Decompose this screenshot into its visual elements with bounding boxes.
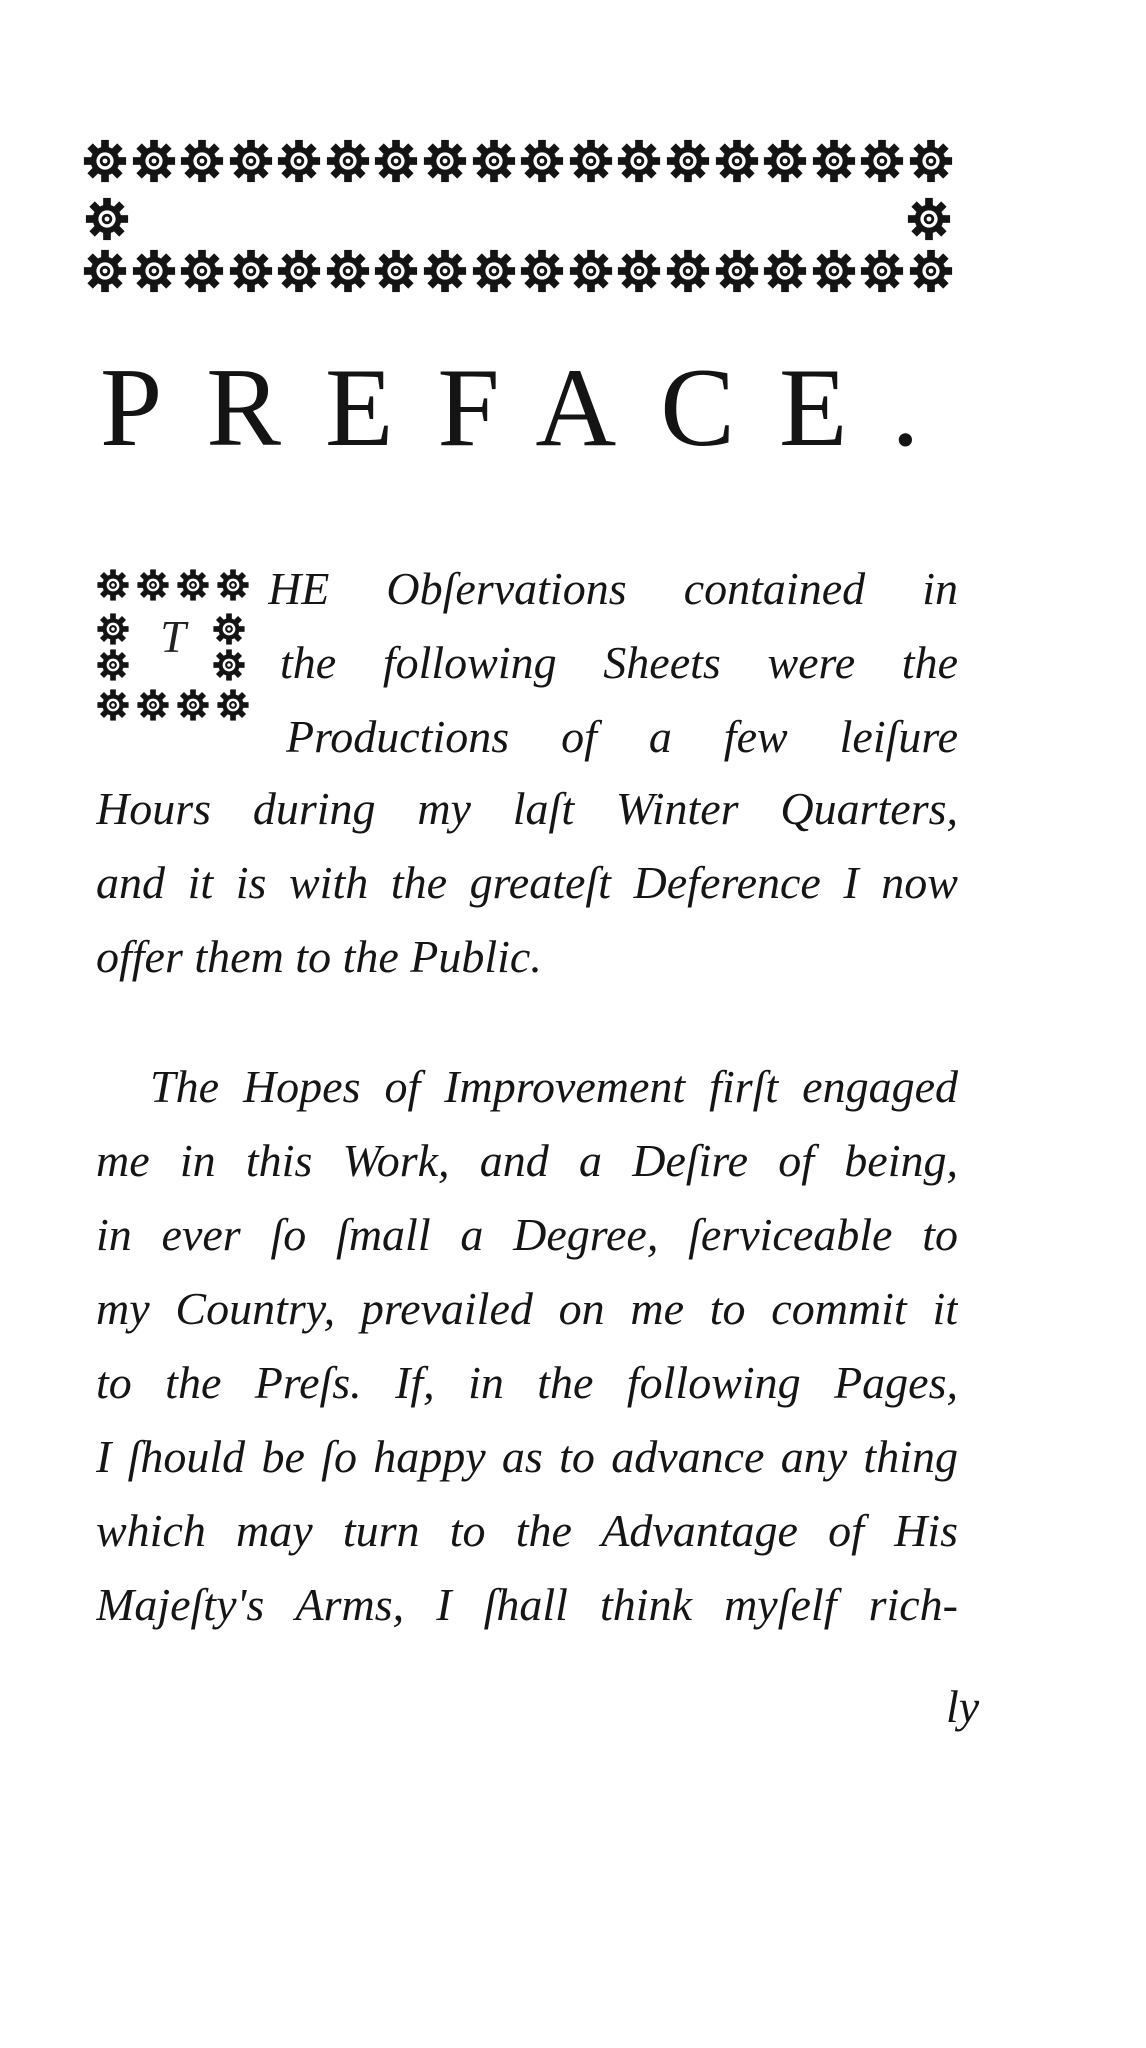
headpiece-right-end bbox=[906, 196, 952, 242]
text-line: Hours during my laſt Winter Quarters, bbox=[96, 783, 958, 834]
printers-flower-icon bbox=[373, 248, 419, 294]
printers-flower-icon bbox=[665, 138, 711, 184]
printers-flower-icon bbox=[136, 688, 170, 722]
printers-flower-icon bbox=[179, 248, 225, 294]
printers-flower-icon bbox=[325, 248, 371, 294]
printers-flower-icon bbox=[568, 138, 614, 184]
headpiece-left-end bbox=[84, 196, 130, 242]
printers-flower-icon bbox=[471, 138, 517, 184]
printers-flower-icon bbox=[811, 248, 857, 294]
printers-flower-icon bbox=[228, 248, 274, 294]
printers-flower-icon bbox=[212, 612, 246, 646]
text-line: which may turn to the Advantage of His bbox=[96, 1505, 958, 1556]
drop-cap-left-column bbox=[96, 612, 134, 682]
printers-flower-icon bbox=[422, 138, 468, 184]
printers-flower-icon bbox=[176, 568, 210, 602]
printers-flower-icon bbox=[568, 248, 614, 294]
printers-flower-icon bbox=[811, 138, 857, 184]
drop-cap-ornament bbox=[96, 568, 250, 726]
text-line: Majeſty's Arms, I ſhall think myſelf rich- bbox=[96, 1579, 958, 1630]
printers-flower-icon bbox=[84, 196, 130, 242]
text-line: the following Sheets were the bbox=[280, 637, 958, 688]
text-line: The Hopes of Improvement firſt engaged bbox=[150, 1061, 958, 1112]
printers-flower-icon bbox=[373, 138, 419, 184]
printers-flower-icon bbox=[228, 138, 274, 184]
printers-flower-icon bbox=[325, 138, 371, 184]
printers-flower-icon bbox=[276, 138, 322, 184]
printers-flower-icon bbox=[665, 248, 711, 294]
printers-flower-icon bbox=[131, 248, 177, 294]
text-line: in ever ſo ſmall a Degree, ſerviceable to bbox=[96, 1209, 958, 1260]
printers-flower-icon bbox=[82, 138, 128, 184]
text-line: I ſhould be ſo happy as to advance any thing bbox=[96, 1431, 958, 1482]
text-line: Productions of a few leiſure bbox=[286, 711, 958, 762]
printers-flower-icon bbox=[762, 248, 808, 294]
printers-flower-icon bbox=[176, 688, 210, 722]
text-line: and it is with the greateſt Deference I now bbox=[96, 857, 958, 908]
printers-flower-icon bbox=[131, 138, 177, 184]
headpiece-top-row bbox=[82, 138, 954, 190]
drop-cap-bottom-row bbox=[96, 688, 250, 726]
printers-flower-icon bbox=[216, 568, 250, 602]
ornamental-headpiece bbox=[82, 138, 954, 300]
printers-flower-icon bbox=[212, 648, 246, 682]
printers-flower-icon bbox=[96, 568, 130, 602]
printers-flower-icon bbox=[906, 196, 952, 242]
printers-flower-icon bbox=[762, 138, 808, 184]
printers-flower-icon bbox=[136, 568, 170, 602]
printers-flower-icon bbox=[908, 248, 954, 294]
page-title: PREFACE. bbox=[100, 346, 964, 470]
printers-flower-icon bbox=[714, 248, 760, 294]
printers-flower-icon bbox=[519, 138, 565, 184]
printers-flower-icon bbox=[422, 248, 468, 294]
text-line: me in this Work, and a Deſire of being, bbox=[96, 1135, 958, 1186]
printers-flower-icon bbox=[714, 138, 760, 184]
printers-flower-icon bbox=[519, 248, 565, 294]
printers-flower-icon bbox=[82, 248, 128, 294]
text-line: HE Obſervations contained in bbox=[268, 563, 958, 614]
printers-flower-icon bbox=[859, 248, 905, 294]
text-line: my Country, prevailed on me to commit it bbox=[96, 1283, 958, 1334]
printers-flower-icon bbox=[179, 138, 225, 184]
drop-cap-letter: T bbox=[160, 611, 186, 662]
printers-flower-icon bbox=[96, 688, 130, 722]
headpiece-bottom-row bbox=[82, 248, 954, 300]
printers-flower-icon bbox=[616, 248, 662, 294]
text-line: offer them to the Public. bbox=[96, 931, 542, 982]
text-line: to the Preſs. If, in the following Pages, bbox=[96, 1357, 958, 1408]
drop-cap-right-column bbox=[212, 612, 250, 682]
printers-flower-icon bbox=[96, 612, 130, 646]
printers-flower-icon bbox=[908, 138, 954, 184]
printers-flower-icon bbox=[96, 648, 130, 682]
catchword: ly bbox=[946, 1681, 980, 1732]
printers-flower-icon bbox=[276, 248, 322, 294]
printers-flower-icon bbox=[216, 688, 250, 722]
printers-flower-icon bbox=[616, 138, 662, 184]
drop-cap-top-row bbox=[96, 568, 250, 606]
printers-flower-icon bbox=[859, 138, 905, 184]
printers-flower-icon bbox=[471, 248, 517, 294]
